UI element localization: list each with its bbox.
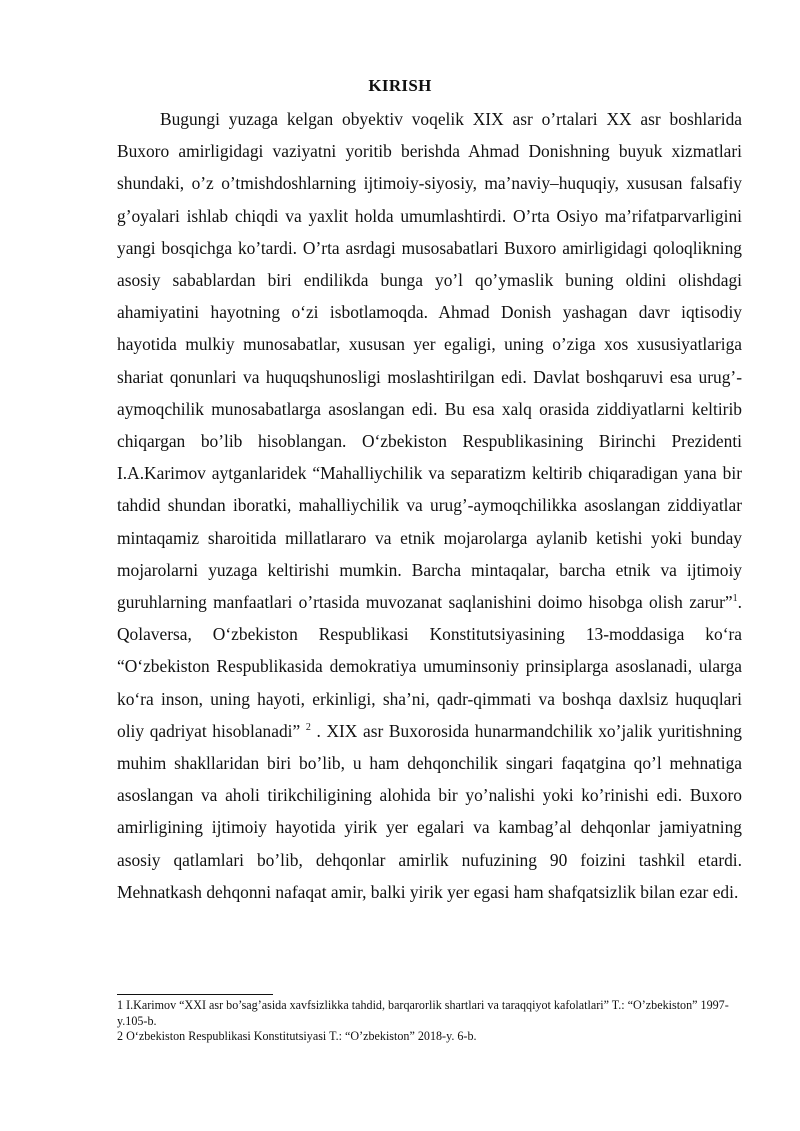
footnotes <box>117 998 742 1045</box>
footnote-ref-2[interactable]: 2 <box>305 722 311 734</box>
body-text-part-2: . Qolaversa, O‘zbekiston Respublikasi Konstitutsiyasining 13-moddasiga ko‘ra “O‘zbekiston Respublikasida demokratiya umuminsoniy prinsiplarga asoslanadi, ularga ko‘ra inson, uning hayoti, erkinligi, sha’ni, qadr-qimmati va boshqa daxlsiz huquqlari oliy qadriyat hisoblanadi” <box>117 592 742 741</box>
body-paragraph <box>117 103 742 908</box>
footnote-1: 1 I.Karimov “XXI asr bo’sag’asida xavfsizlikka tahdid, barqarorlik shartlari va taraqqiyot kafolatlari” T.: “O’zbekiston” 1997-y.105-b. <box>117 998 729 1028</box>
footnote-ref-1[interactable]: 1 <box>732 593 738 605</box>
footnote-2: 2 O‘zbekiston Respublikasi Konstitutsiyasi T.: “O’zbekiston” 2018-y. 6-b. <box>117 1029 477 1043</box>
footnote-separator <box>117 994 273 995</box>
body-text-part-1: Bugungi yuzaga kelgan obyektiv voqelik XIX asr o’rtalari XX asr boshlarida Buxoro amirligidagi vaziyatni yoritib berishda Ahmad Donishning buyuk xizmatlari shundaki, o’z o’tmishdoshlarning ijtimoiy-siyosiy, ma’naviy–huquqiy, xususan falsafiy g’oyalari ishlab chiqdi va yaxlit holda umumlashtirdi. O’rta Osiyo ma’rifatparvarligini yangi bosqichga ko’tardi. O’rta asrdagi musosabatlari Buxoro amirligidagi qoloqlikning asosiy sabablardan biri endilikda bunga yo’l qo’ymaslik buning oldini olishdagi ahamiyatini hayotning o‘zi isbotlamoqda. Ahmad Donish yashagan davr iqtisodiy hayotida mulkiy munosabatlar, xususan yer egaligi, uning o’ziga xos xususiyatlariga shariat qonunlari va huquqshunosligi moslashtirilgan edi. Davlat boshqaruvi esa urug’-aymoqchilik munosabatlarga asoslangan edi. Bu esa xalq orasida ziddiyatlarni keltirib chiqargan bo’lib hisoblangan. O‘zbekiston Respublikasining Birinchi Prezidenti I.A.Karimov aytganlaridek “Mahalliychilik va separatizm keltirib chiqaradigan yana bir tahdid shundan iboratki, mahalliychilik va urug’-aymoqchilikka asoslangan ziddiyatlar mintaqamiz sharoitida millatlararo va etnik mojarolarga aylanib ketishi yoki bunday mojarolarni yuzaga keltirishi mumkin. Barcha mintaqalar, barcha etnik va ijtimoiy guruhlarning manfaatlari o’rtasida muvozanat saqlanishini doimo hisobga olish zarur” <box>117 109 742 613</box>
body-text-part-3: . XIX asr Buxorosida hunarmandchilik xo’jalik yuritishning muhim shakllaridan biri bo’lib, u ham dehqonchilik singari faqatgina qo’l mehnatiga asoslangan va aholi tirikchiligining alohida bir yo’nalishi yoki ko’rinishi edi. Buxoro amirligining ijtimoiy hayotida yirik yer egalari va kambag’al dehqonlar jamiyatning asosiy qatlamlari bo’lib, dehqonlar amirlik nufuzining 90 foizini tashkil etardi. Mehnatkash dehqonni nafaqat amir, balki yirik yer egasi ham shafqatsizlik bilan ezar edi. <box>117 720 742 902</box>
page-title: KIRISH <box>368 76 432 95</box>
